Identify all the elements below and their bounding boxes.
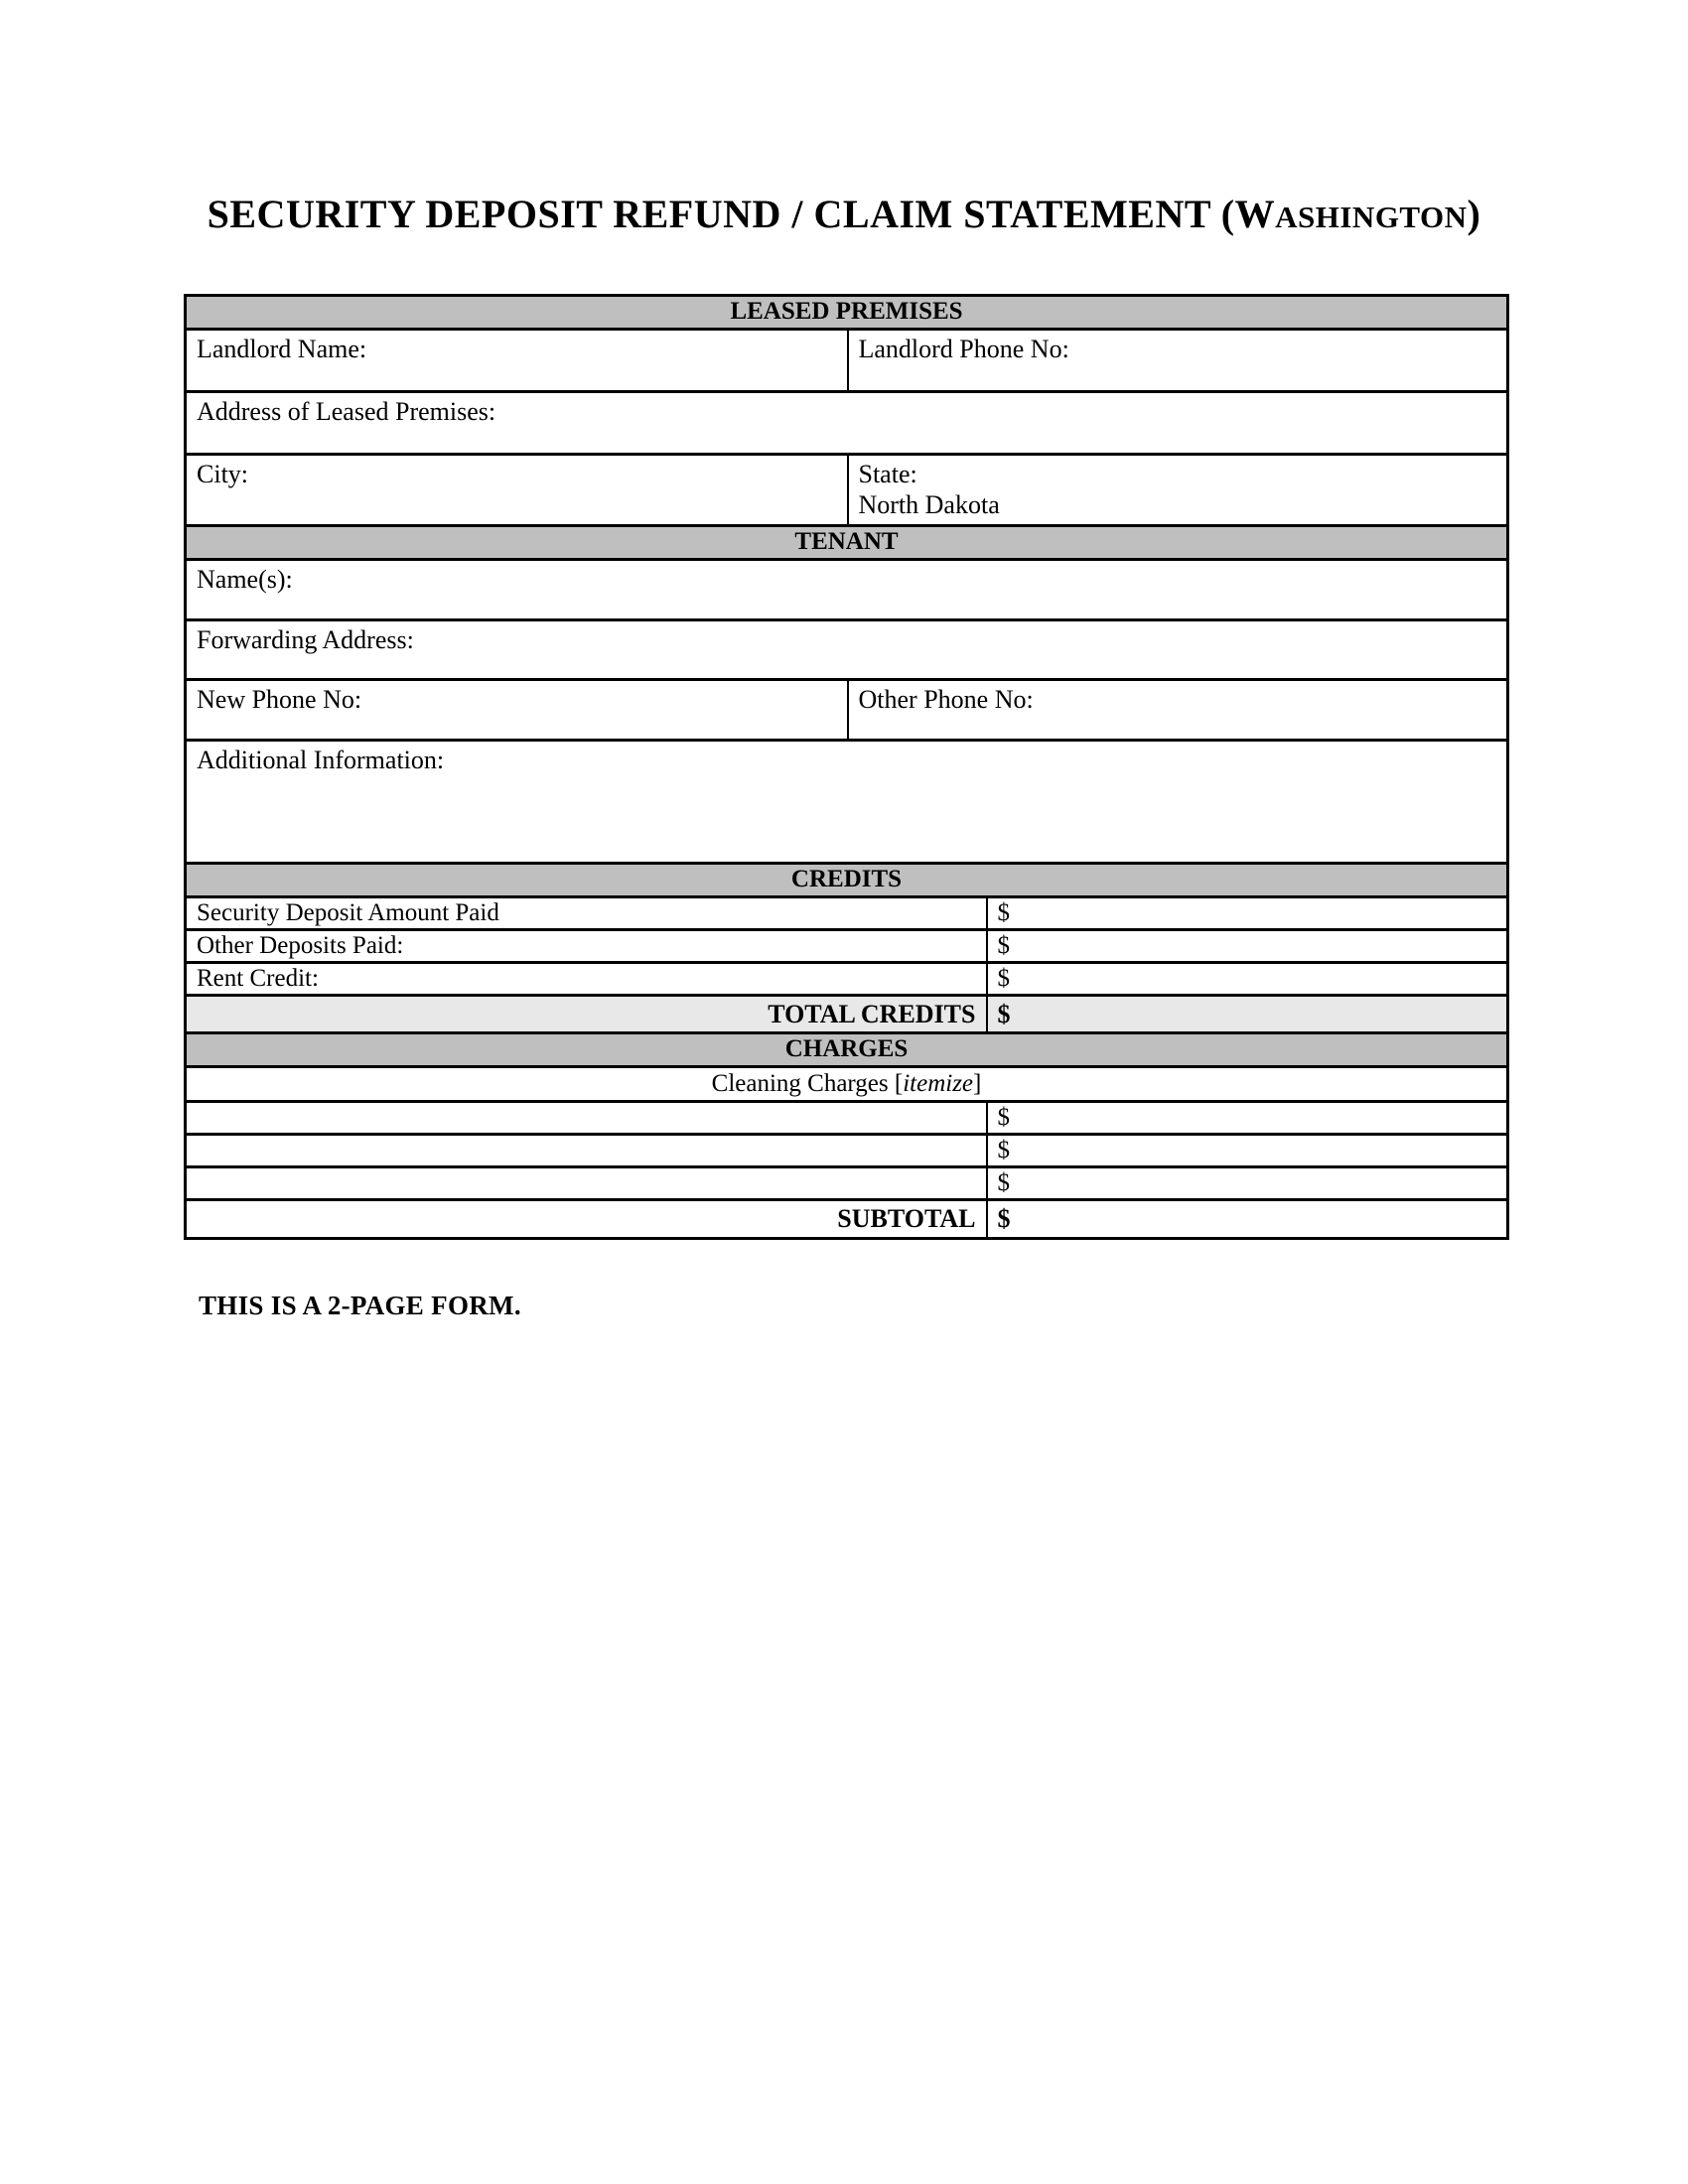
city-state-row (186, 455, 1508, 526)
page-title-smallcaps: ASHINGTON (1275, 200, 1468, 234)
credits-header-label: CREDITS (186, 864, 1508, 897)
cleaning-charges-row (186, 1067, 1508, 1102)
city-label: City: (197, 460, 249, 488)
city-field (186, 455, 848, 526)
landlord-name-field (186, 330, 848, 392)
charge-amount: $ (987, 1102, 1508, 1135)
subtotal-amount: $ (987, 1200, 1508, 1239)
credit-label: Security Deposit Amount Paid (186, 897, 987, 930)
state-value: North Dakota (858, 489, 1000, 519)
subtotal-label: SUBTOTAL (186, 1200, 987, 1239)
section-header-leased-premises (186, 296, 1508, 330)
other-phone-label: Other Phone No: (858, 685, 1034, 715)
credit-label: Other Deposits Paid: (186, 930, 987, 963)
charge-label (186, 1167, 987, 1200)
address-label: Address of Leased Premises: (197, 397, 496, 426)
landlord-phone-field (848, 330, 1508, 392)
total-credits-amount: $ (987, 996, 1508, 1033)
landlord-name-label: Landlord Name: (197, 335, 367, 363)
total-credits-row (186, 996, 1508, 1033)
section-header-tenant (186, 526, 1508, 560)
charge-amount: $ (987, 1135, 1508, 1167)
cleaning-charges-text: Cleaning Charges [ (711, 1070, 904, 1098)
forwarding-address-row (186, 620, 1508, 680)
credit-row (186, 897, 1508, 930)
credit-row (186, 963, 1508, 996)
charges-header-label: CHARGES (186, 1033, 1508, 1067)
forwarding-address-label: Forwarding Address: (197, 625, 414, 655)
page-title-suffix: ) (1467, 192, 1481, 236)
state-field (848, 455, 1508, 526)
cleaning-charges-subheader (186, 1067, 1508, 1102)
names-field (186, 560, 1508, 620)
phones-row (186, 680, 1508, 741)
additional-info-row (186, 741, 1508, 864)
cleaning-charges-text-end: ] (973, 1070, 982, 1098)
charge-amount: $ (987, 1167, 1508, 1200)
additional-info-field (186, 741, 1508, 864)
subtotal-row (186, 1200, 1508, 1239)
tenant-header-label: TENANT (186, 526, 1508, 560)
cleaning-charges-itemize: itemize (903, 1070, 974, 1098)
charge-row (186, 1135, 1508, 1167)
address-field (186, 392, 1508, 455)
form-table (184, 294, 1509, 1240)
other-phone-field (848, 680, 1508, 741)
leased-premises-header-label: LEASED PREMISES (186, 296, 1508, 330)
section-header-credits (186, 864, 1508, 897)
new-phone-field (186, 680, 848, 741)
landlord-row (186, 330, 1508, 392)
footer-note: THIS IS A 2-PAGE FORM. (199, 1291, 521, 1320)
additional-info-label: Additional Information: (197, 746, 445, 775)
credit-amount: $ (987, 930, 1508, 963)
credit-amount: $ (987, 897, 1508, 930)
section-header-charges (186, 1033, 1508, 1067)
new-phone-label: New Phone No: (197, 685, 362, 715)
credit-label: Rent Credit: (186, 963, 987, 996)
page-title-main: SECURITY DEPOSIT REFUND / CLAIM STATEMENT (W (207, 192, 1276, 236)
names-label: Name(s): (197, 565, 293, 595)
names-row (186, 560, 1508, 620)
charge-row (186, 1167, 1508, 1200)
credit-row (186, 930, 1508, 963)
total-credits-label: TOTAL CREDITS (186, 996, 987, 1033)
address-row (186, 392, 1508, 455)
charge-label (186, 1135, 987, 1167)
forwarding-address-field (186, 620, 1508, 680)
landlord-phone-label: Landlord Phone No: (858, 335, 1069, 363)
page-title (0, 191, 1688, 237)
charge-label (186, 1102, 987, 1135)
credit-amount: $ (987, 963, 1508, 996)
state-label: State: (858, 460, 917, 488)
charge-row (186, 1102, 1508, 1135)
